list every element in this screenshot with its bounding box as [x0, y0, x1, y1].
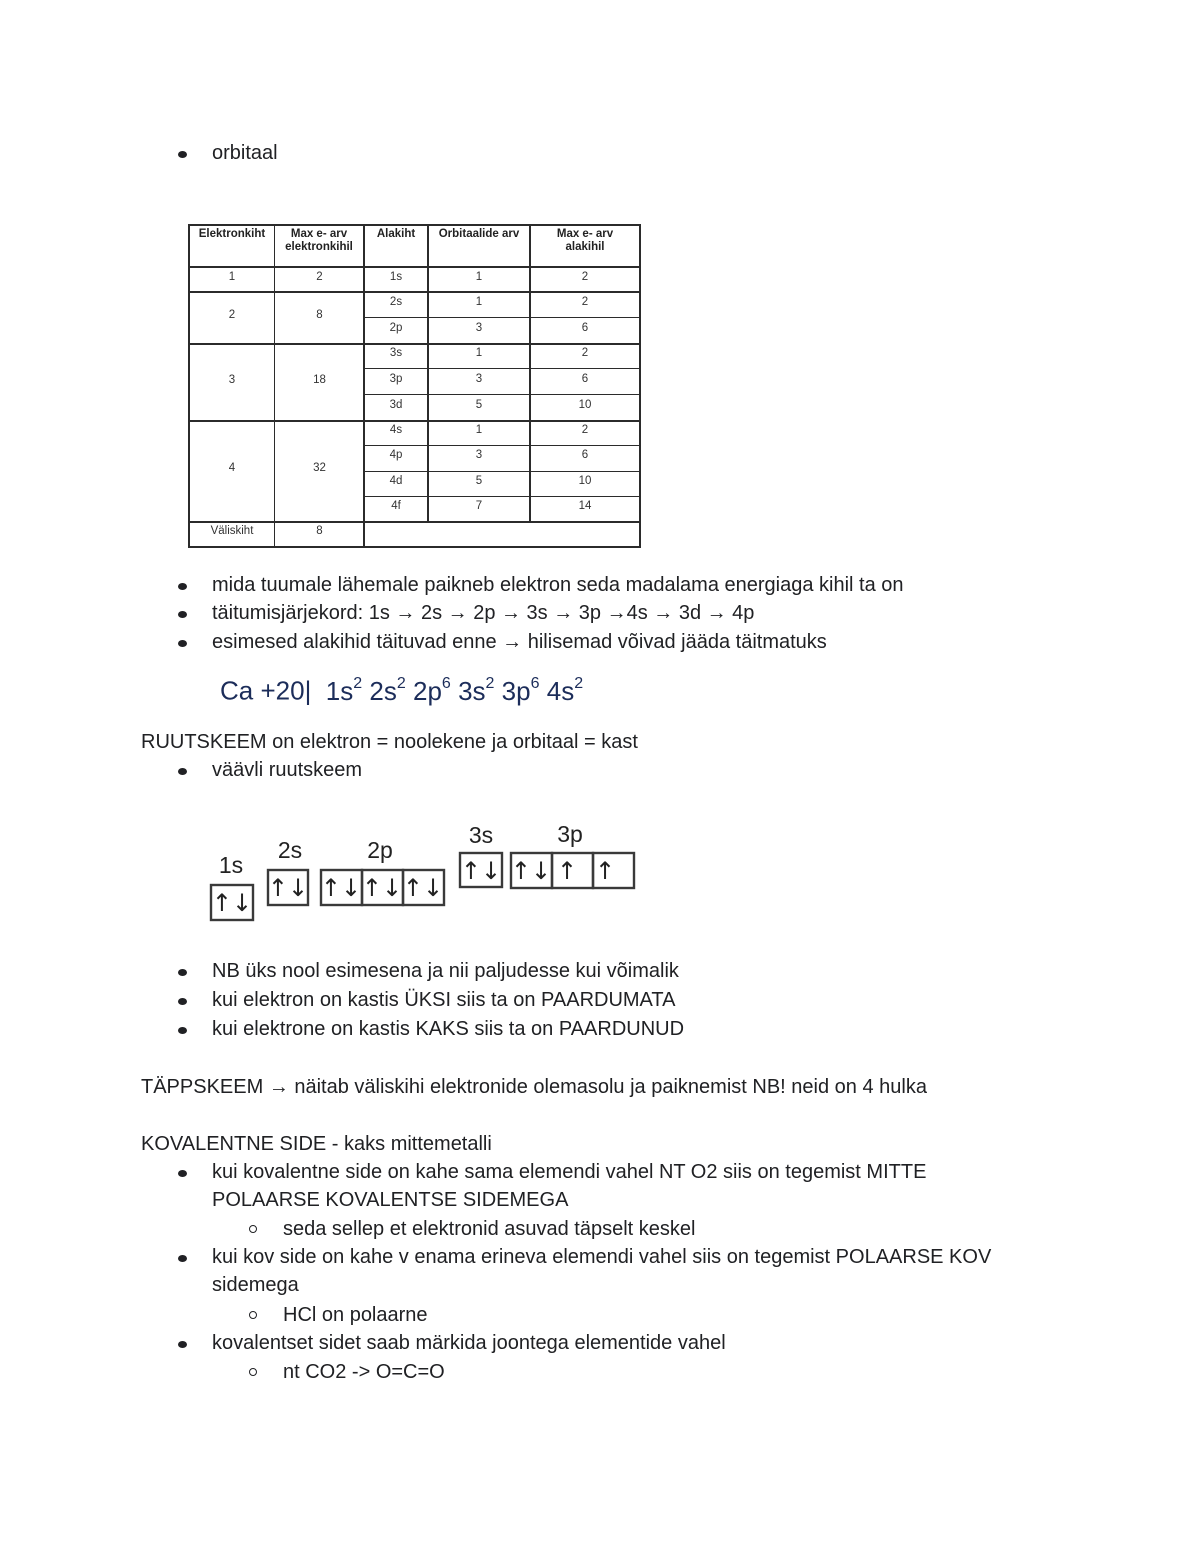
table-cell: 1s — [389, 271, 403, 283]
formula-prefix: Ca +20| — [220, 675, 312, 706]
bullet-dot — [178, 998, 187, 1005]
electron-arrows: ↑↓ — [460, 857, 502, 885]
sub-bullet-circle — [249, 1225, 257, 1233]
table-cell: 6 — [581, 449, 589, 461]
bullet-text: kui kovalentne side on kahe sama elemendi vahel NT O2 siis on tegemist MITTE — [212, 1161, 927, 1183]
table-cell: 2 — [228, 309, 236, 321]
bullet-text: kui elektron on kastis ÜKSI siis ta on PAARDUMATA — [212, 989, 676, 1011]
bullet-dot — [178, 1255, 187, 1262]
orbital-term: $2p^6$ — [413, 675, 451, 706]
bullet-text: NB üks nool esimesena ja nii paljudesse kui võimalik — [212, 960, 679, 982]
electron-shell-table — [188, 224, 641, 548]
table-cell: 3 — [475, 449, 483, 461]
table-cell: 4f — [391, 500, 401, 512]
sublevel-label: 3s — [468, 822, 494, 848]
table-cell: 2 — [581, 424, 589, 436]
table-header: Elektronkiht — [198, 228, 266, 240]
ruutskeem-heading: RUUTSKEEM on elektron = noolekene ja orbitaal = kast — [141, 731, 638, 753]
table-cell: 3 — [475, 322, 483, 334]
bullet-dot — [178, 151, 187, 158]
bullet-dot — [178, 1341, 187, 1348]
electron-arrows: ↑↓ — [402, 874, 444, 902]
table-cell: 4p — [389, 449, 403, 461]
table-cell: 3p — [389, 373, 403, 385]
sulfur-box-diagram — [200, 815, 650, 930]
orbital-term: $4s^2$ — [546, 675, 584, 706]
kovalentne-side-heading: KOVALENTNE SIDE - kaks mittemetalli — [141, 1133, 492, 1155]
bullet-text: orbitaal — [212, 142, 278, 164]
bullet-text: kovalentset sidet saab märkida joontega elementide vahel — [212, 1332, 726, 1354]
tappskeem-line: TÄPPSKEEM → näitab väliskihi elektronide olemasolu ja paiknemist NB! neid on 4 hulka — [141, 1076, 927, 1098]
table-cell: 2p — [389, 322, 403, 334]
bullet-text: esimesed alakihid täituvad enne → hilisemad võivad jääda täitmatuks — [212, 631, 827, 653]
orbital-term: $3s^2$ — [458, 675, 495, 706]
orbital-term: $1s^2$ — [325, 675, 363, 706]
electron-arrows: ↑↓ — [361, 874, 403, 902]
sub-bullet-text: seda sellep et elektronid asuvad täpselt keskel — [283, 1218, 696, 1240]
bullet-text: täitumisjärjekord: 1s → 2s → 2p → 3s → 3p →4s → 3d → 4p — [212, 602, 755, 624]
table-header: Max e- arv elektronkihil — [285, 228, 353, 253]
electron-arrows: ↑↓ — [211, 889, 253, 917]
sublevel-label: 2p — [367, 837, 393, 863]
table-header: Max e- arv alakihil — [556, 228, 614, 253]
electron-arrows: ↑↓ — [267, 874, 309, 902]
sub-bullet-text: HCl on polaarne — [283, 1304, 428, 1326]
table-cell: 2 — [316, 271, 323, 283]
table-cell: 1 — [475, 347, 483, 359]
table-cell: 2 — [581, 271, 589, 283]
bullet-text: väävli ruutskeem — [212, 759, 363, 781]
table-cell: 1 — [475, 296, 483, 308]
table-cell: 5 — [475, 475, 483, 487]
table-cell: 7 — [475, 500, 483, 512]
bullet-dot — [178, 768, 187, 775]
sublevel-label: 1s — [218, 852, 244, 878]
bullet-dot — [178, 583, 187, 590]
table-header: Alakiht — [376, 228, 416, 240]
bullet-dot — [178, 969, 187, 976]
bullet-text: mida tuumale lähemale paikneb elektron seda madalama energiaga kihil ta on — [212, 574, 904, 596]
table-header: Orbitaalide arv — [438, 228, 520, 240]
sublevel-label: 3p — [557, 821, 583, 847]
table-cell: Väliskiht — [210, 525, 254, 537]
electron-arrows: ↑↓ — [510, 857, 552, 885]
bullet-text: kui kov side on kahe v enama erineva elemendi vahel siis on tegemist POLAARSE KOV — [212, 1246, 992, 1268]
table-cell: 2 — [581, 347, 589, 359]
bullet-dot — [178, 611, 187, 618]
sublevel-label: 2s — [277, 837, 303, 863]
table-cell: 3s — [389, 347, 403, 359]
table-cell: 4 — [228, 462, 236, 474]
table-cell: 14 — [578, 500, 592, 512]
table-cell: 6 — [581, 373, 589, 385]
sub-bullet-circle — [249, 1368, 257, 1376]
table-cell: 4s — [389, 424, 403, 436]
table-cell: 2 — [581, 296, 589, 308]
table-cell: 8 — [316, 309, 323, 321]
sub-bullet-text: nt CO2 -> O=C=O — [283, 1361, 445, 1383]
table-cell: 1 — [475, 271, 483, 283]
orbital-term: $3p^6$ — [501, 675, 540, 706]
table-cell: 1 — [475, 424, 483, 436]
bullet-text-continuation: POLAARSE KOVALENTSE SIDEMEGA — [212, 1189, 569, 1211]
calcium-electron-configuration — [220, 672, 583, 705]
table-cell: 6 — [581, 322, 589, 334]
table-cell: 4d — [389, 475, 403, 487]
table-cell: 10 — [578, 475, 592, 487]
orbital-term: $2s^2$ — [369, 675, 406, 706]
table-cell: 3d — [389, 399, 403, 411]
bullet-dot — [178, 1170, 187, 1177]
sub-bullet-circle — [249, 1311, 257, 1319]
table-cell: 5 — [475, 399, 483, 411]
table-cell: 10 — [578, 399, 592, 411]
table-cell: 2s — [389, 296, 403, 308]
table-cell: 8 — [316, 525, 323, 537]
bullet-dot — [178, 640, 187, 647]
table-cell: 3 — [228, 374, 236, 386]
bullet-dot — [178, 1027, 187, 1034]
bullet-text: kui elektrone on kastis KAKS siis ta on PAARDUNUD — [212, 1018, 685, 1040]
table-cell: 1 — [228, 271, 236, 283]
electron-arrows: ↑ — [594, 857, 616, 885]
table-cell: 32 — [313, 462, 326, 474]
table-cell: 3 — [475, 373, 483, 385]
table-cell: 18 — [313, 374, 326, 386]
bullet-text-continuation: sidemega — [212, 1274, 299, 1296]
electron-arrows: ↑↓ — [320, 874, 362, 902]
electron-arrows: ↑ — [556, 857, 578, 885]
